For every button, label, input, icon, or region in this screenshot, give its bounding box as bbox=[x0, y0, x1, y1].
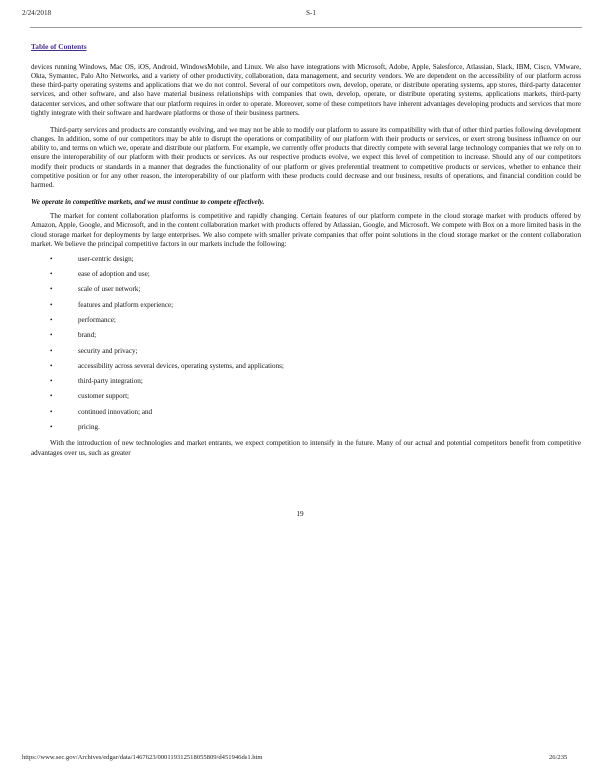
document-body bbox=[31, 63, 581, 458]
bullet-icon: • bbox=[50, 377, 53, 386]
list-item: • security and privacy; bbox=[50, 344, 581, 359]
document-title: S-1 bbox=[306, 9, 316, 17]
bullet-icon: • bbox=[50, 254, 53, 263]
list-item: • continued innovation; and bbox=[50, 405, 581, 420]
bullet-icon: • bbox=[50, 361, 53, 370]
bullet-icon: • bbox=[50, 300, 53, 309]
header-divider bbox=[30, 27, 582, 28]
paragraph-market: The market for content collaboration platforms is competitive and rapidly changing. Certain features of our platform compete in the cloud storage market with products offered by Amazon, Apple, Google, and Microsoft, and in the content collaboration market with products offered by Atlassian, Google, and Microsoft. We compete with Box on a more limited basis in the cloud storage market for deployments by large enterprises. We also compete with smaller private companies that offer point solutions in the cloud storage market or the content collaboration market. We believe the principal competitive factors in our markets include the following: bbox=[31, 212, 581, 248]
paragraph-third-party: Third-party services and products are constantly evolving, and we may not be able to modify our platform to assure its compatibility with that of other third parties following development changes. In addition, some of our competitors may be able to disrupt the operations or compatibility of our platform with their products or services, or exert strong business influence on our ability to, and terms on which we, operate and distribute our platform. For example, we currently offer products that directly compete with several large technology companies that we rely on to ensure the interoperability of our platform with their products or services. As our respective products evolve, we expect this level of competition to increase. Should any of our competitors modify their products or standards in a manner that degrades the functionality of our platform or gives preferential treatment to competitive products or services, whether to enhance their competitive position or for any other reason, the interoperability of our platform with these products could decrease and our business, results of operations, and financial condition could be harmed. bbox=[31, 125, 581, 189]
bullet-icon: • bbox=[50, 270, 53, 279]
list-item: • brand; bbox=[50, 328, 581, 343]
bullet-icon: • bbox=[50, 331, 53, 340]
paragraph-new-entrants: With the introduction of new technologies and market entrants, we expect competition to intensify in the future. Many of our actual and potential competitors benefit from competitive advantages over us, such as greater bbox=[31, 439, 581, 457]
list-item: • features and platform experience; bbox=[50, 298, 581, 313]
bullet-icon: • bbox=[50, 346, 53, 355]
list-item: • accessibility across several devices, operating systems, and applications; bbox=[50, 359, 581, 374]
bullet-icon: • bbox=[50, 423, 53, 432]
section-subheading: We operate in competitive markets, and we must continue to compete effectively. bbox=[31, 198, 265, 207]
bullet-icon: • bbox=[50, 407, 53, 416]
source-url: https://www.sec.gov/Archives/edgar/data/1467623/000119312518055809/d451946ds1.htm bbox=[22, 754, 263, 761]
table-of-contents-link[interactable]: Table of Contents bbox=[31, 42, 87, 51]
list-item: • performance; bbox=[50, 313, 581, 328]
page-number: 19 bbox=[296, 510, 304, 518]
competitive-factors-list bbox=[31, 252, 581, 436]
bullet-icon: • bbox=[50, 392, 53, 401]
list-item: • scale of user network; bbox=[50, 282, 581, 297]
bullet-icon: • bbox=[50, 316, 53, 324]
print-date: 2/24/2018 bbox=[22, 9, 52, 17]
list-item: • third-party integration; bbox=[50, 374, 581, 389]
page-count: 26/235 bbox=[549, 754, 568, 761]
list-item: • ease of adoption and use; bbox=[50, 267, 581, 282]
list-item: • customer support; bbox=[50, 389, 581, 404]
paragraph-integrations: devices running Windows, Mac OS, iOS, Android, WindowsMobile, and Linux. We also have integrations with Microsoft, Adobe, Apple, Salesforce, Atlassian, Slack, IBM, Cisco, VMware, Okta, Symantec, Palo Alto Networks, and a variety of other productivity, collaboration, data management, and security vendors. We are dependent on the accessibility of our platform across these third-party operating systems and applications that we do not control. Several of our competitors own, develop, operate, or distribute operating systems, app stores, third-party datacenter services, and other software, and also have material business relationships with companies that own, develop, operate, or distribute operating systems, applications markets, third-party datacenter services, and other software that our platform requires in order to operate. Moreover, some of these competitors have inherent advantages developing products and services that more tightly integrate with their software and hardware platforms or those of their business partners. bbox=[31, 63, 581, 117]
list-item: • user-centric design; bbox=[50, 252, 581, 267]
bullet-icon: • bbox=[50, 285, 53, 294]
list-item: • pricing. bbox=[50, 420, 581, 435]
